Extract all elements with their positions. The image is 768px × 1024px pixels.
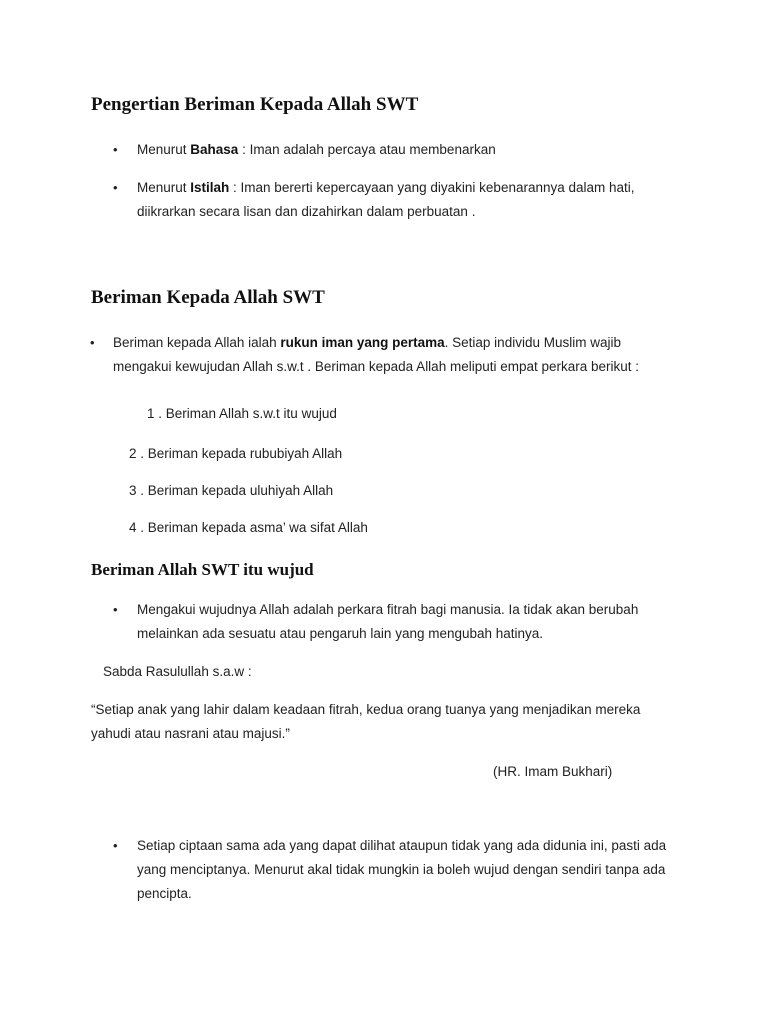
list-item-2: 2 . Beriman kepada rububiyah Allah (129, 446, 343, 461)
ciptaan-line2: yang menciptanya. Menurut akal tidak mungkin ia boleh wujud dengan sendiri tanpa ada (137, 862, 666, 877)
hadith-quote-line2: yahudi atau nasrani atau majusi.” (91, 726, 290, 741)
definition-istilah-prefix: Menurut (137, 180, 191, 195)
fitrah-paragraph (137, 598, 638, 646)
ciptaan-paragraph (137, 834, 666, 906)
definition-istilah-term: Istilah (190, 180, 230, 195)
rukun-iman-text: . Setiap individu Muslim wajib (444, 335, 621, 350)
fitrah-line2: melainkan ada sesuatu atau pengaruh lain yang mengubah hatinya. (137, 626, 544, 641)
rukun-iman-term: rukun iman yang pertama (280, 335, 445, 350)
hadith-quote-line1: “Setiap anak yang lahir dalam keadaan fitrah, kedua orang tuanya yang menjadikan mereka (91, 702, 641, 717)
list-item-1: 1 . Beriman Allah s.w.t itu wujud (147, 406, 337, 421)
section-heading-pengertian: Pengertian Beriman Kepada Allah SWT (91, 94, 419, 115)
bullet-marker: • (113, 180, 118, 195)
bullet-marker: • (113, 838, 118, 853)
definition-bahasa-text: : Iman adalah percaya atau membenarkan (238, 142, 496, 157)
bullet-marker: • (113, 602, 118, 617)
definition-bahasa (137, 138, 496, 162)
section-heading-beriman: Beriman Kepada Allah SWT (91, 287, 325, 308)
ciptaan-line1: Setiap ciptaan sama ada yang dapat dilihat ataupun tidak yang ada didunia ini, pasti ada (137, 838, 667, 853)
definition-istilah (137, 176, 635, 224)
sabda-label: Sabda Rasulullah s.a.w : (103, 664, 252, 679)
list-item-3: 3 . Beriman kepada uluhiyah Allah (129, 483, 334, 498)
definition-istilah-line2: diikrarkan secara lisan dan dizahirkan dalam perbuatan . (137, 204, 476, 219)
ciptaan-line3: pencipta. (137, 886, 192, 901)
rukun-iman-prefix: Beriman kepada Allah ialah (113, 335, 281, 350)
definition-istilah-text: : Iman bererti kepercayaan yang diyakini kebenarannya dalam hati, (229, 180, 635, 195)
definition-bahasa-prefix: Menurut (137, 142, 191, 157)
hadith-quote (91, 698, 640, 746)
definition-bahasa-term: Bahasa (190, 142, 239, 157)
rukun-iman-line2: mengakui kewujudan Allah s.w.t . Beriman kepada Allah meliputi empat perkara berikut : (113, 359, 640, 374)
bullet-marker: • (113, 142, 118, 157)
rukun-iman-paragraph (113, 331, 639, 379)
bullet-marker: • (90, 335, 95, 350)
fitrah-line1: Mengakui wujudnya Allah adalah perkara fitrah bagi manusia. Ia tidak akan berubah (137, 602, 639, 617)
hadith-source: (HR. Imam Bukhari) (493, 764, 613, 779)
list-item-4: 4 . Beriman kepada asma’ wa sifat Allah (129, 520, 368, 535)
section-heading-wujud: Beriman Allah SWT itu wujud (91, 560, 314, 579)
